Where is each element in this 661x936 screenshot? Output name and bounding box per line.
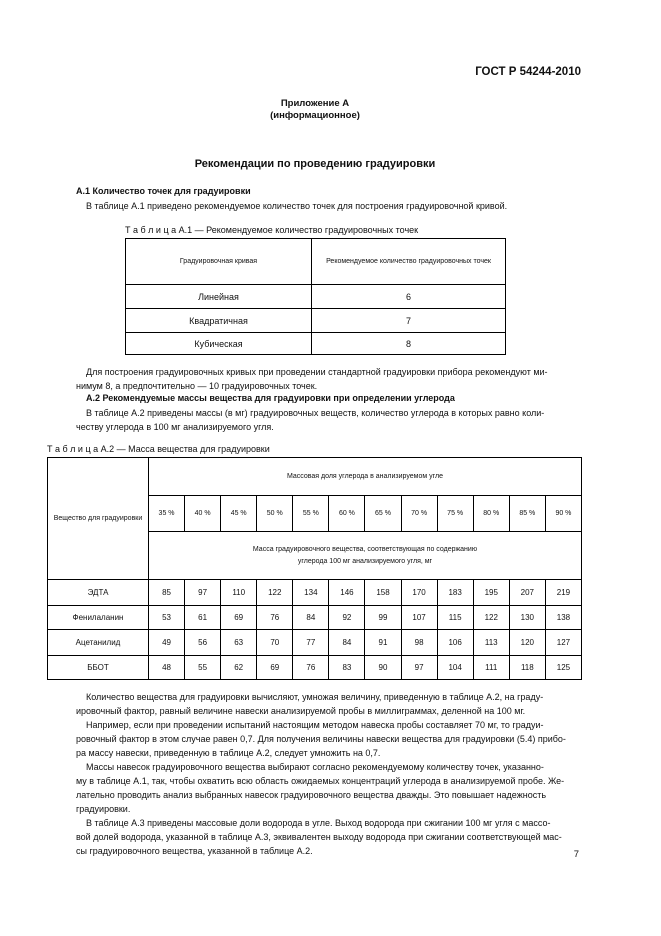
table2-cell-mass: 62 (221, 656, 257, 680)
table2-cell-mass: 125 (545, 656, 581, 680)
table2-cell-mass: 55 (185, 656, 221, 680)
table2-percent-header: 60 % (329, 496, 365, 532)
table1-cell-curve: Линейная (126, 285, 312, 309)
table2-cell-mass: 84 (329, 630, 365, 656)
table2-header-mass-line: углерода 100 мг анализируемого угля, мг (297, 557, 433, 565)
table2-cell-mass: 207 (509, 580, 545, 606)
table-calibration-mass (47, 457, 582, 680)
table2-cell-mass: 69 (257, 656, 293, 680)
table2-cell-substance: ЭДТА (48, 580, 149, 606)
paragraph-line: честву углерода в 100 мг анализируемого угля. (76, 422, 274, 432)
table2-cell-mass: 183 (437, 580, 473, 606)
table2-cell-mass: 106 (437, 630, 473, 656)
table2-cell-mass: 118 (509, 656, 545, 680)
paragraph-line: Массы навесок градуировочного вещества выбирают согласно рекомендуемому количеству точек, указанно- (86, 762, 544, 772)
table2-cell-mass: 56 (185, 630, 221, 656)
table2-cell-mass: 85 (149, 580, 185, 606)
table1-cell-points: 6 (312, 285, 506, 309)
table2-percent-header: 55 % (293, 496, 329, 532)
section-a1-text: В таблице А.1 приведено рекомендуемое количество точек для построения градуировочной кривой. (86, 201, 508, 211)
table2-header-carbon-fraction: Массовая доля углерода в анализируемом угле (149, 458, 582, 496)
table2-header-mass (149, 532, 582, 580)
table-row (48, 656, 582, 680)
table2-percent-header: 90 % (545, 496, 581, 532)
table2-cell-mass: 122 (257, 580, 293, 606)
table2-cell-mass: 69 (221, 606, 257, 630)
page-title: Рекомендации по проведению градуировки (194, 158, 436, 170)
paragraph-line: ровочный фактор в этом случае равен 0,7. Для получения величины навески вещества для градуировки (5.4) прибо- (76, 734, 566, 744)
table-row (126, 309, 506, 333)
table2-cell-mass: 49 (149, 630, 185, 656)
table2-cell-mass: 98 (401, 630, 437, 656)
paragraph-line: В таблице А.3 приведены массовые доли водорода в угле. Выход водорода при сжигании 100 мг угля с массо- (86, 818, 551, 828)
table-row (48, 580, 582, 606)
table2-cell-mass: 120 (509, 630, 545, 656)
paragraph-line: градуировки. (76, 804, 131, 814)
table2-cell-mass: 76 (293, 656, 329, 680)
table2-percent-header: 40 % (185, 496, 221, 532)
appendix-label: Приложение А (280, 98, 350, 109)
table2-percent-header: 70 % (401, 496, 437, 532)
table2-cell-mass: 195 (473, 580, 509, 606)
table2-cell-mass: 70 (257, 630, 293, 656)
table2-cell-mass: 158 (365, 580, 401, 606)
table2-cell-mass: 61 (185, 606, 221, 630)
table2-cell-mass: 97 (401, 656, 437, 680)
table2-percent-header: 65 % (365, 496, 401, 532)
table1-cell-curve: Квадратичная (126, 309, 312, 333)
table2-cell-mass: 48 (149, 656, 185, 680)
table2-cell-mass: 134 (293, 580, 329, 606)
table2-cell-mass: 53 (149, 606, 185, 630)
section-a1-heading: А.1 Количество точек для градуировки (76, 186, 251, 196)
table2-cell-mass: 107 (401, 606, 437, 630)
final-paragraphs (76, 690, 586, 858)
table1-col-header-points: Рекомендуемое количество градуировочных точек (312, 239, 506, 285)
paragraph-line: Например, если при проведении испытаний настоящим методом навеска пробы составляет 70 мг, то градуи- (86, 720, 544, 730)
table2-cell-mass: 122 (473, 606, 509, 630)
appendix-type: (информационное) (270, 110, 360, 121)
table2-cell-mass: 104 (437, 656, 473, 680)
table2-cell-mass: 115 (437, 606, 473, 630)
table1-col-header-curve: Градуировочная кривая (126, 239, 312, 285)
table1-cell-curve: Кубическая (126, 333, 312, 355)
table2-percent-header: 80 % (473, 496, 509, 532)
table2-cell-substance: ББОТ (48, 656, 149, 680)
table2-cell-mass: 113 (473, 630, 509, 656)
paragraph-line: сы градуировочного вещества, указанной в таблице А.2. (76, 846, 313, 856)
table1-cell-points: 8 (312, 333, 506, 355)
paragraph-line: В таблице А.2 приведены массы (в мг) градуировочных веществ, количество углерода в которых равно коли- (86, 408, 545, 418)
paragraph-line: нимум 8, а предпочтительно — 10 градуировочных точек. (76, 381, 318, 391)
table2-cell-mass: 63 (221, 630, 257, 656)
table2-cell-mass: 127 (545, 630, 581, 656)
table-row (48, 606, 582, 630)
table2-cell-mass: 91 (365, 630, 401, 656)
document-code: ГОСТ Р 54244-2010 (475, 66, 581, 78)
table2-cell-mass: 76 (257, 606, 293, 630)
table2-cell-mass: 111 (473, 656, 509, 680)
table2-caption: Т а б л и ц а А.2 — Масса вещества для градуировки (47, 444, 270, 454)
paragraph-min-points (76, 365, 586, 393)
table-row (48, 630, 582, 656)
table2-cell-substance: Фенилаланин (48, 606, 149, 630)
table2-cell-mass: 77 (293, 630, 329, 656)
table2-cell-mass: 84 (293, 606, 329, 630)
table2-cell-mass: 219 (545, 580, 581, 606)
table2-percent-header: 50 % (257, 496, 293, 532)
table2-cell-mass: 97 (185, 580, 221, 606)
table2-cell-mass: 92 (329, 606, 365, 630)
table-row (126, 333, 506, 355)
paragraph-line: вой долей водорода, указанной в таблице А.3, эквивалентен выходу водорода при сжигании соответствующей мас- (76, 832, 562, 842)
paragraph-line: ра массу навески, приведенную в таблице А.2, следует умножить на 0,7. (76, 748, 381, 758)
table2-percent-header: 75 % (437, 496, 473, 532)
paragraph-line: му в таблице А.1, так, чтобы охватить всю область ожидаемых концентраций углерода в анализируемой пробе. Же- (76, 776, 565, 786)
table2-header-substance: Вещество для градуировки (48, 458, 149, 580)
section-a2-text (76, 406, 586, 434)
table1-cell-points: 7 (312, 309, 506, 333)
table2-cell-mass: 99 (365, 606, 401, 630)
table2-cell-mass: 170 (401, 580, 437, 606)
section-a2-heading: А.2 Рекомендуемые массы вещества для градуировки при определении углерода (86, 393, 455, 403)
table2-percent-header: 35 % (149, 496, 185, 532)
table2-header-mass-line: Масса градуировочного вещества, соответствующая по содержанию (252, 545, 478, 553)
table1-caption: Т а б л и ц а А.1 — Рекомендуемое количество градуировочных точек (125, 225, 419, 235)
paragraph-line: Количество вещества для градуировки вычисляют, умножая величину, приведенную в таблице А.2, на граду- (86, 692, 544, 702)
paragraph-line: Для построения градуировочных кривых при проведении стандартной градуировки прибора рекомендуют ми- (86, 367, 548, 377)
table2-cell-mass: 130 (509, 606, 545, 630)
table2-percent-header: 45 % (221, 496, 257, 532)
table2-cell-mass: 138 (545, 606, 581, 630)
paragraph-line: ировочный фактор, равный величине навески анализируемой пробы в миллиграммах, деленной на 100 мг. (76, 706, 526, 716)
table2-cell-mass: 146 (329, 580, 365, 606)
table-row (126, 285, 506, 309)
table2-cell-mass: 110 (221, 580, 257, 606)
table2-cell-mass: 83 (329, 656, 365, 680)
page-number: 7 (573, 849, 579, 860)
table2-cell-mass: 90 (365, 656, 401, 680)
paragraph-line: лательно проводить анализ выбранных навесок градуировочного вещества дважды. Это повышает надежность (76, 790, 547, 800)
table2-cell-substance: Ацетанилид (48, 630, 149, 656)
table2-percent-header: 85 % (509, 496, 545, 532)
table-calibration-points (125, 238, 506, 355)
